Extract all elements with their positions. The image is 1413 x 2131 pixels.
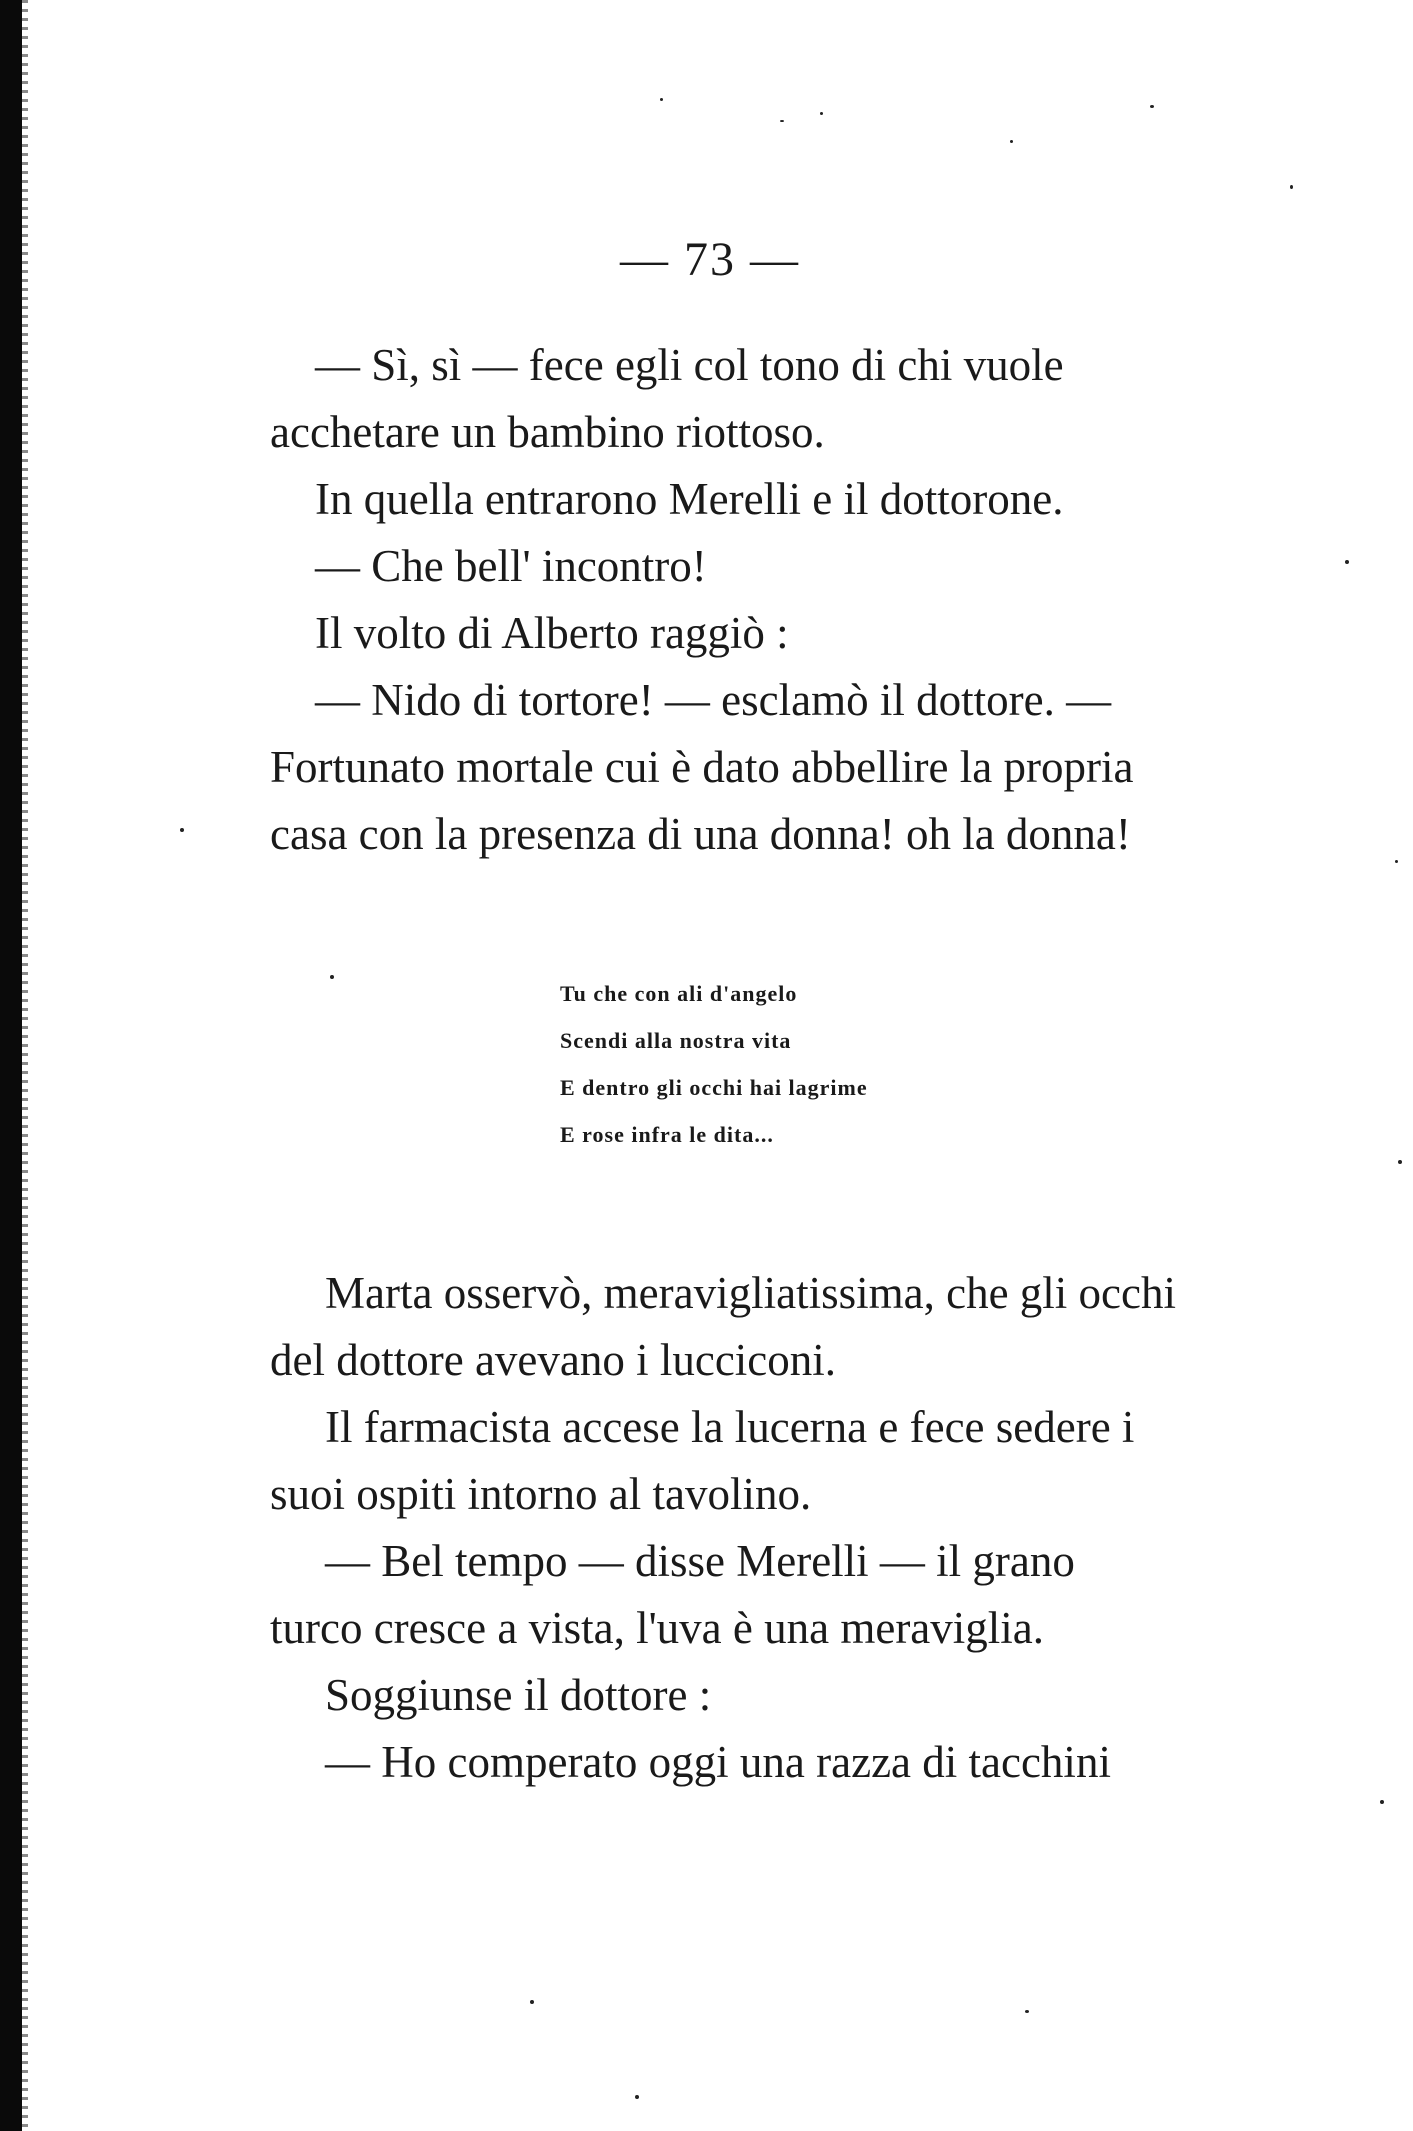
text-line: — Nido di tortore! — esclamò il dottore. — <box>315 675 1112 725</box>
paragraph-ho-comperato <box>270 1729 1250 1796</box>
verse-quotation <box>560 970 1060 1158</box>
text-line: suoi ospiti intorno al tavolino. <box>270 1469 812 1519</box>
verse-line: E rose infra le dita... <box>560 1122 774 1147</box>
text-line: — Bel tempo — disse Merelli — il grano <box>325 1536 1075 1586</box>
paragraph-volto-alberto <box>270 600 1250 667</box>
paragraph-soggiunse <box>270 1662 1250 1729</box>
verse-line: Tu che con ali d'angelo <box>560 981 798 1006</box>
paragraph-marta-osservo <box>270 1260 1250 1394</box>
text-line: Fortunato mortale cui è dato abbellire la propria <box>270 742 1134 792</box>
page-number: — 73 — <box>620 233 800 286</box>
paragraph-nido-di-tortore <box>270 667 1250 868</box>
verse-line: E dentro gli occhi hai lagrime <box>560 1075 868 1100</box>
book-binding-edge <box>0 0 22 2131</box>
text-line: Il farmacista accese la lucerna e fece sedere i <box>325 1402 1135 1452</box>
paragraph-si-si <box>270 332 1250 466</box>
paragraph-farmacista <box>270 1394 1250 1528</box>
text-line: Marta osservò, meravigliatissima, che gli occhi <box>325 1268 1177 1318</box>
paragraph-che-bell-incontro <box>270 533 1250 600</box>
text-line: — Che bell' incontro! <box>315 541 707 591</box>
text-line: — Sì, sì — fece egli col tono di chi vuole <box>315 340 1064 390</box>
text-line: — Ho comperato oggi una razza di tacchini <box>325 1737 1111 1787</box>
text-line: del dottore avevano i lucciconi. <box>270 1335 837 1385</box>
paragraph-bel-tempo <box>270 1528 1250 1662</box>
text-line: turco cresce a vista, l'uva è una meraviglia. <box>270 1603 1045 1653</box>
text-line: In quella entrarono Merelli e il dottorone. <box>315 474 1064 524</box>
text-line: Il volto di Alberto raggiò : <box>315 608 789 658</box>
text-line: Soggiunse il dottore : <box>325 1670 712 1720</box>
text-line: acchetare un bambino riottoso. <box>270 407 825 457</box>
binding-shadow <box>22 0 28 2131</box>
verse-line: Scendi alla nostra vita <box>560 1028 792 1053</box>
paragraph-in-quella <box>270 466 1250 533</box>
text-line: casa con la presenza di una donna! oh la donna! <box>270 809 1131 859</box>
